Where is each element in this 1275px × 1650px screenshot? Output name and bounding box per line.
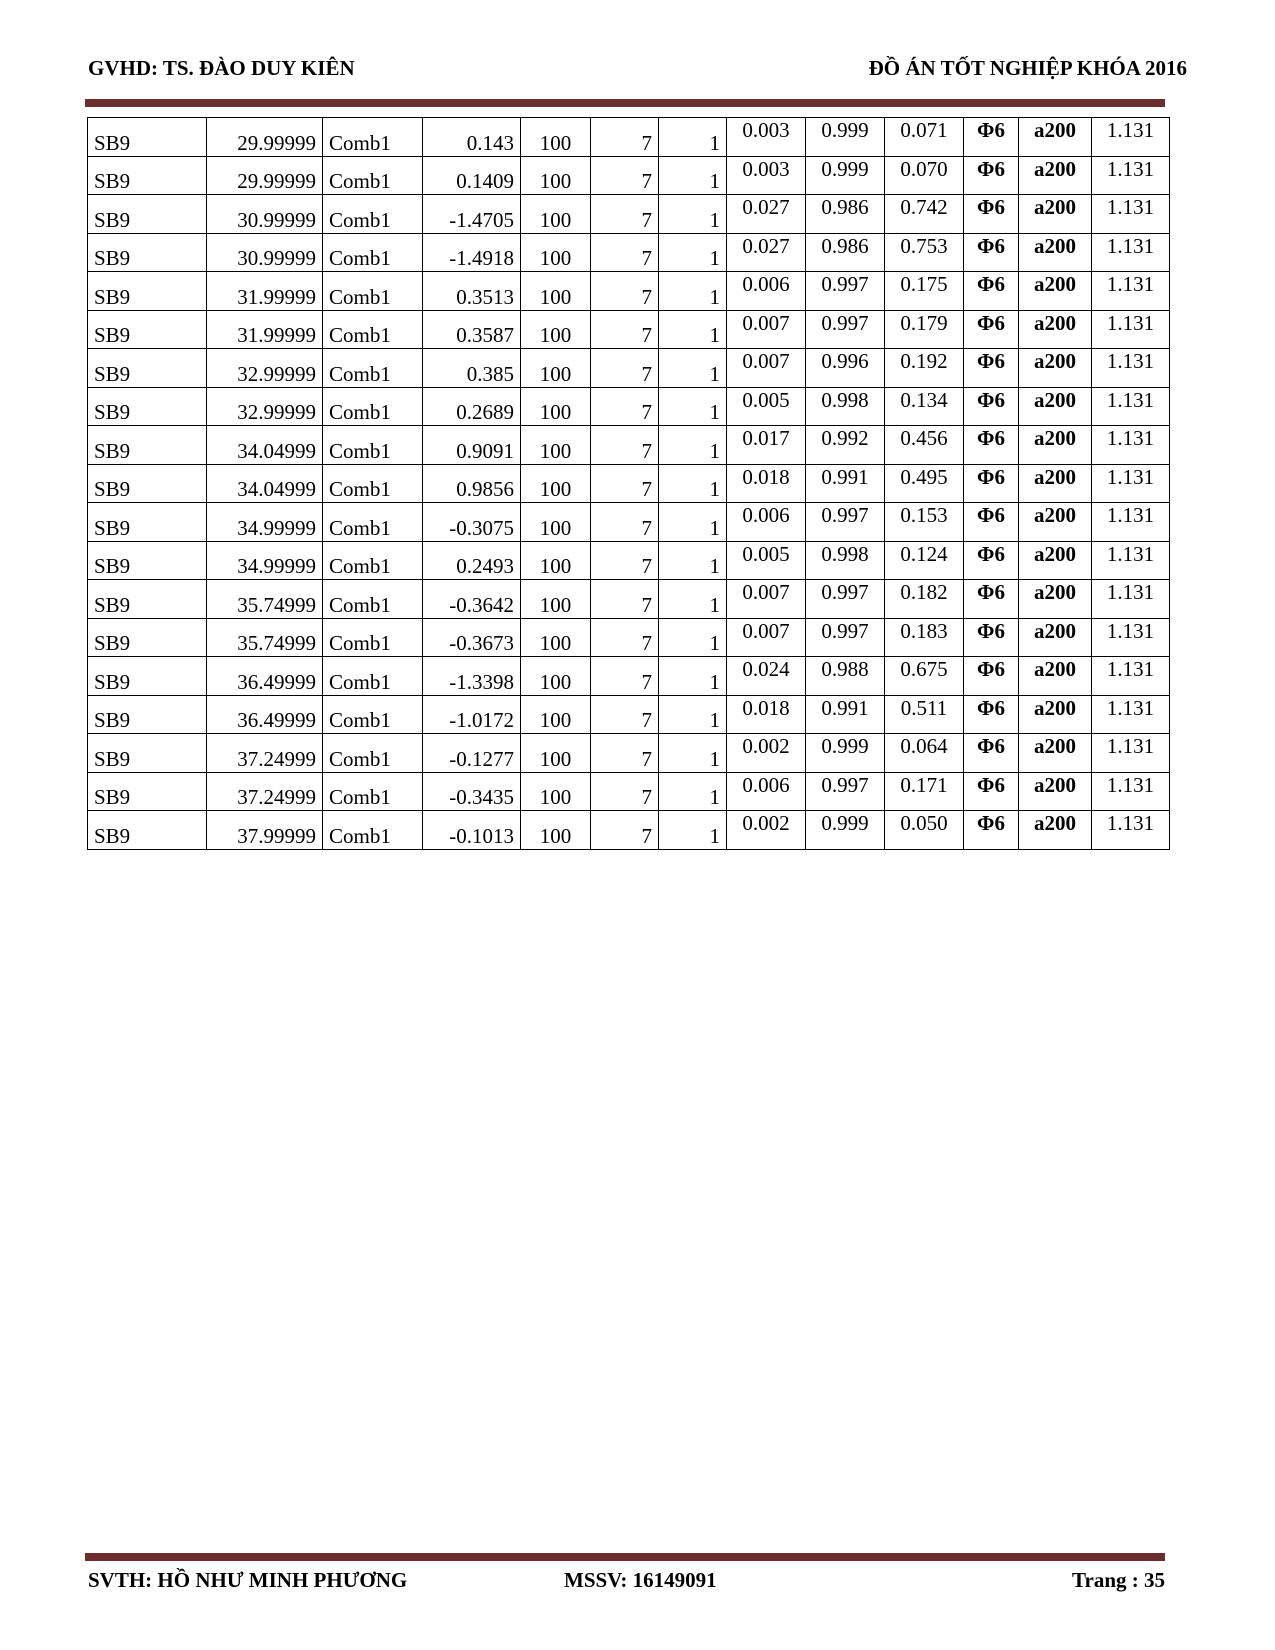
table-cell: 100 [521,734,591,773]
table-cell: SB9 [88,272,207,311]
table-cell: 1 [659,387,727,426]
table-cell: 1 [659,118,727,157]
table-cell: Comb1 [323,811,423,850]
table-cell: 0.742 [885,195,964,234]
table-cell: Φ6 [964,580,1019,619]
table-cell: 7 [591,387,659,426]
table-cell: 100 [521,503,591,542]
table-cell: 1 [659,349,727,388]
table-cell: 1 [659,580,727,619]
table-cell: 0.675 [885,657,964,696]
table-cell: SB9 [88,811,207,850]
table-cell: 7 [591,618,659,657]
table-cell: 7 [591,349,659,388]
table-cell: 1 [659,195,727,234]
table-cell: 1.131 [1092,426,1170,465]
table-cell: 29.99999 [207,118,323,157]
table-cell: 0.007 [727,349,806,388]
table-cell: Φ6 [964,387,1019,426]
table-row [88,734,1170,773]
table-cell: 0.2493 [423,541,521,580]
table-cell: Comb1 [323,772,423,811]
table-cell: a200 [1019,503,1092,542]
table-cell: 34.99999 [207,541,323,580]
table-cell: 0.003 [727,118,806,157]
table-cell: SB9 [88,349,207,388]
table-row [88,618,1170,657]
table-cell: 100 [521,580,591,619]
page-number: Trang : 35 [1072,1568,1165,1592]
table-cell: Comb1 [323,657,423,696]
page-footer [88,1568,1165,1598]
table-cell: 0.3513 [423,272,521,311]
table-cell: SB9 [88,233,207,272]
table-cell: Φ6 [964,118,1019,157]
table-cell: 1.131 [1092,695,1170,734]
table-cell: 7 [591,580,659,619]
table-cell: 30.99999 [207,195,323,234]
table-cell: SB9 [88,118,207,157]
table-cell: 0.988 [806,657,885,696]
table-cell: 100 [521,118,591,157]
table-cell: 0.179 [885,310,964,349]
table-cell: 100 [521,695,591,734]
table-cell: 0.018 [727,464,806,503]
table-cell: 1 [659,772,727,811]
table-cell: -1.3398 [423,657,521,696]
table-row [88,233,1170,272]
table-cell: 0.005 [727,387,806,426]
table-cell: 7 [591,695,659,734]
table-cell: 7 [591,310,659,349]
table-row [88,310,1170,349]
table-cell: 1 [659,426,727,465]
table-cell: 31.99999 [207,272,323,311]
table-cell: 100 [521,811,591,850]
table-cell: Φ6 [964,657,1019,696]
table-row [88,580,1170,619]
table-cell: 0.999 [806,118,885,157]
table-cell: 7 [591,541,659,580]
table-cell: -1.0172 [423,695,521,734]
table-cell: 1.131 [1092,618,1170,657]
table-cell: SB9 [88,657,207,696]
table-cell: a200 [1019,310,1092,349]
table-cell: SB9 [88,310,207,349]
table-cell: 1 [659,233,727,272]
table-cell: Φ6 [964,310,1019,349]
table-cell: Φ6 [964,272,1019,311]
table-cell: 1.131 [1092,811,1170,850]
table-cell: 35.74999 [207,580,323,619]
page-header [88,56,1187,86]
table-cell: 0.124 [885,541,964,580]
table-cell: 0.071 [885,118,964,157]
table-row [88,349,1170,388]
table-cell: 1 [659,811,727,850]
table-cell: a200 [1019,387,1092,426]
table-row [88,272,1170,311]
table-cell: -0.1013 [423,811,521,850]
table-cell: a200 [1019,272,1092,311]
table-cell: 0.005 [727,541,806,580]
table-cell: 0.192 [885,349,964,388]
table-cell: 0.2689 [423,387,521,426]
table-cell: a200 [1019,811,1092,850]
table-cell: 35.74999 [207,618,323,657]
table-cell: 1 [659,734,727,773]
table-cell: a200 [1019,349,1092,388]
table-cell: SB9 [88,195,207,234]
table-cell: Comb1 [323,310,423,349]
table-cell: 1.131 [1092,118,1170,157]
table-cell: 0.999 [806,811,885,850]
table-cell: 0.986 [806,233,885,272]
table-cell: 0.002 [727,811,806,850]
table-row [88,464,1170,503]
table-row [88,503,1170,542]
table-cell: 7 [591,156,659,195]
table-cell: Comb1 [323,541,423,580]
table-cell: 0.183 [885,618,964,657]
table-cell: 100 [521,349,591,388]
table-cell: 7 [591,272,659,311]
table-row [88,657,1170,696]
table-cell: 1.131 [1092,464,1170,503]
table-cell: 0.070 [885,156,964,195]
table-cell: 1.131 [1092,772,1170,811]
table-cell: 0.997 [806,310,885,349]
table-cell: 100 [521,233,591,272]
table-cell: 30.99999 [207,233,323,272]
table-cell: 0.999 [806,156,885,195]
table-cell: -0.1277 [423,734,521,773]
table-row [88,195,1170,234]
table-row [88,387,1170,426]
header-rule [85,99,1165,107]
table-cell: 0.134 [885,387,964,426]
table-cell: 0.024 [727,657,806,696]
table-cell: 7 [591,503,659,542]
table-cell: 34.99999 [207,503,323,542]
table-cell: 36.49999 [207,695,323,734]
table-cell: 0.006 [727,272,806,311]
table-cell: SB9 [88,772,207,811]
table-cell: 1 [659,156,727,195]
table-cell: 1 [659,618,727,657]
table-cell: 0.027 [727,195,806,234]
table-cell: -0.3642 [423,580,521,619]
table-cell: Comb1 [323,387,423,426]
table-cell: 100 [521,464,591,503]
table-cell: 0.007 [727,310,806,349]
table-cell: 0.9856 [423,464,521,503]
table-cell: Comb1 [323,426,423,465]
table-cell: 100 [521,657,591,696]
table-cell: Comb1 [323,580,423,619]
table-cell: 0.999 [806,734,885,773]
table-cell: SB9 [88,618,207,657]
table-cell: 1 [659,657,727,696]
table-cell: Φ6 [964,811,1019,850]
table-cell: 36.49999 [207,657,323,696]
table-cell: 7 [591,657,659,696]
table-cell: 100 [521,156,591,195]
table-cell: 1 [659,310,727,349]
table-cell: 0.006 [727,772,806,811]
table-cell: 7 [591,811,659,850]
table-cell: Φ6 [964,156,1019,195]
table-cell: 100 [521,195,591,234]
table-cell: 0.986 [806,195,885,234]
table-cell: 100 [521,387,591,426]
table-cell: Comb1 [323,272,423,311]
table-cell: Comb1 [323,118,423,157]
table-cell: SB9 [88,426,207,465]
table-cell: 1.131 [1092,580,1170,619]
table-cell: a200 [1019,426,1092,465]
table-cell: 32.99999 [207,349,323,388]
table-cell: a200 [1019,118,1092,157]
table-cell: 0.991 [806,464,885,503]
table-cell: 0.182 [885,580,964,619]
table-cell: 1 [659,464,727,503]
table-cell: Φ6 [964,695,1019,734]
table-cell: 100 [521,541,591,580]
table-cell: a200 [1019,156,1092,195]
table-cell: 0.997 [806,503,885,542]
table-cell: 0.998 [806,541,885,580]
table-cell: 7 [591,464,659,503]
table-row [88,541,1170,580]
table-cell: a200 [1019,195,1092,234]
table-cell: SB9 [88,464,207,503]
table-cell: a200 [1019,695,1092,734]
thesis-title: ĐỒ ÁN TỐT NGHIỆP KHÓA 2016 [868,56,1187,80]
table-cell: Φ6 [964,233,1019,272]
table-cell: 0.456 [885,426,964,465]
table-cell: 7 [591,772,659,811]
table-cell: a200 [1019,657,1092,696]
table-cell: 0.143 [423,118,521,157]
table-cell: 29.99999 [207,156,323,195]
table-cell: 100 [521,426,591,465]
table-cell: Φ6 [964,426,1019,465]
table-cell: 0.171 [885,772,964,811]
table-cell: 0.996 [806,349,885,388]
table-cell: SB9 [88,580,207,619]
table-cell: a200 [1019,233,1092,272]
table-cell: 37.24999 [207,772,323,811]
table-cell: Φ6 [964,772,1019,811]
table-cell: SB9 [88,156,207,195]
table-cell: SB9 [88,541,207,580]
table-cell: -1.4918 [423,233,521,272]
table-cell: 0.017 [727,426,806,465]
table-cell: 0.003 [727,156,806,195]
table-cell: 7 [591,118,659,157]
table-row [88,156,1170,195]
table-cell: SB9 [88,695,207,734]
table-cell: 0.385 [423,349,521,388]
table-cell: 1.131 [1092,503,1170,542]
table-cell: 0.050 [885,811,964,850]
table-cell: 7 [591,734,659,773]
advisor-label: GVHD: TS. ĐÀO DUY KIÊN [88,56,355,80]
table-cell: 100 [521,618,591,657]
table-cell: 0.018 [727,695,806,734]
table-cell: 0.997 [806,580,885,619]
table-cell: 100 [521,310,591,349]
table-cell: -0.3075 [423,503,521,542]
table-cell: 0.997 [806,618,885,657]
table-cell: 0.753 [885,233,964,272]
table-cell: 0.997 [806,272,885,311]
table-cell: 1 [659,695,727,734]
table-row [88,695,1170,734]
table-cell: -0.3435 [423,772,521,811]
table-cell: 0.991 [806,695,885,734]
footer-rule [85,1553,1165,1561]
table-cell: 0.495 [885,464,964,503]
student-id: MSSV: 16149091 [564,1568,717,1592]
table-cell: 0.006 [727,503,806,542]
table-cell: 0.153 [885,503,964,542]
table-row [88,811,1170,850]
table-cell: 7 [591,426,659,465]
table-cell: a200 [1019,618,1092,657]
table-cell: 1 [659,503,727,542]
table-cell: 1.131 [1092,349,1170,388]
results-table [87,117,1170,850]
table-cell: SB9 [88,503,207,542]
table-cell: 0.002 [727,734,806,773]
table-cell: 0.007 [727,580,806,619]
table-cell: Comb1 [323,233,423,272]
table-row [88,772,1170,811]
table-cell: Φ6 [964,464,1019,503]
table-cell: 37.99999 [207,811,323,850]
table-cell: 1.131 [1092,310,1170,349]
table-cell: a200 [1019,541,1092,580]
table-cell: -1.4705 [423,195,521,234]
table-cell: 34.04999 [207,464,323,503]
table-cell: 1.131 [1092,156,1170,195]
table-cell: 7 [591,233,659,272]
table-cell: 31.99999 [207,310,323,349]
table-cell: 1.131 [1092,387,1170,426]
table-cell: SB9 [88,734,207,773]
table-cell: 0.3587 [423,310,521,349]
table-cell: 100 [521,272,591,311]
table-cell: 1.131 [1092,541,1170,580]
table-cell: Φ6 [964,734,1019,773]
table-cell: Φ6 [964,541,1019,580]
table-cell: 1 [659,541,727,580]
table-cell: Comb1 [323,195,423,234]
table-cell: 1.131 [1092,195,1170,234]
table-cell: 1.131 [1092,233,1170,272]
table-cell: a200 [1019,580,1092,619]
table-cell: 32.99999 [207,387,323,426]
table-cell: Comb1 [323,349,423,388]
table-cell: Comb1 [323,503,423,542]
table-cell: 0.997 [806,772,885,811]
table-cell: Comb1 [323,695,423,734]
student-name: SVTH: HỒ NHƯ MINH PHƯƠNG [88,1568,408,1592]
table-cell: 0.007 [727,618,806,657]
table-cell: Φ6 [964,195,1019,234]
table-cell: Comb1 [323,156,423,195]
table-cell: 0.992 [806,426,885,465]
table-cell: a200 [1019,772,1092,811]
table-cell: 1 [659,272,727,311]
table-cell: 0.027 [727,233,806,272]
table-row [88,426,1170,465]
table-cell: Φ6 [964,349,1019,388]
table-cell: 0.1409 [423,156,521,195]
table-cell: a200 [1019,464,1092,503]
table-cell: 0.064 [885,734,964,773]
table-cell: 0.511 [885,695,964,734]
table-cell: 0.175 [885,272,964,311]
table-cell: Φ6 [964,618,1019,657]
table-cell: 1.131 [1092,272,1170,311]
table-cell: 37.24999 [207,734,323,773]
table-cell: -0.3673 [423,618,521,657]
table-cell: 100 [521,772,591,811]
table-cell: 0.998 [806,387,885,426]
table-cell: 34.04999 [207,426,323,465]
table-cell: 7 [591,195,659,234]
table-cell: 0.9091 [423,426,521,465]
table-cell: Φ6 [964,503,1019,542]
table-cell: 1.131 [1092,734,1170,773]
table-cell: a200 [1019,734,1092,773]
table-cell: Comb1 [323,464,423,503]
table-cell: Comb1 [323,734,423,773]
table-row [88,118,1170,157]
table-cell: SB9 [88,387,207,426]
table-cell: 1.131 [1092,657,1170,696]
table-cell: Comb1 [323,618,423,657]
